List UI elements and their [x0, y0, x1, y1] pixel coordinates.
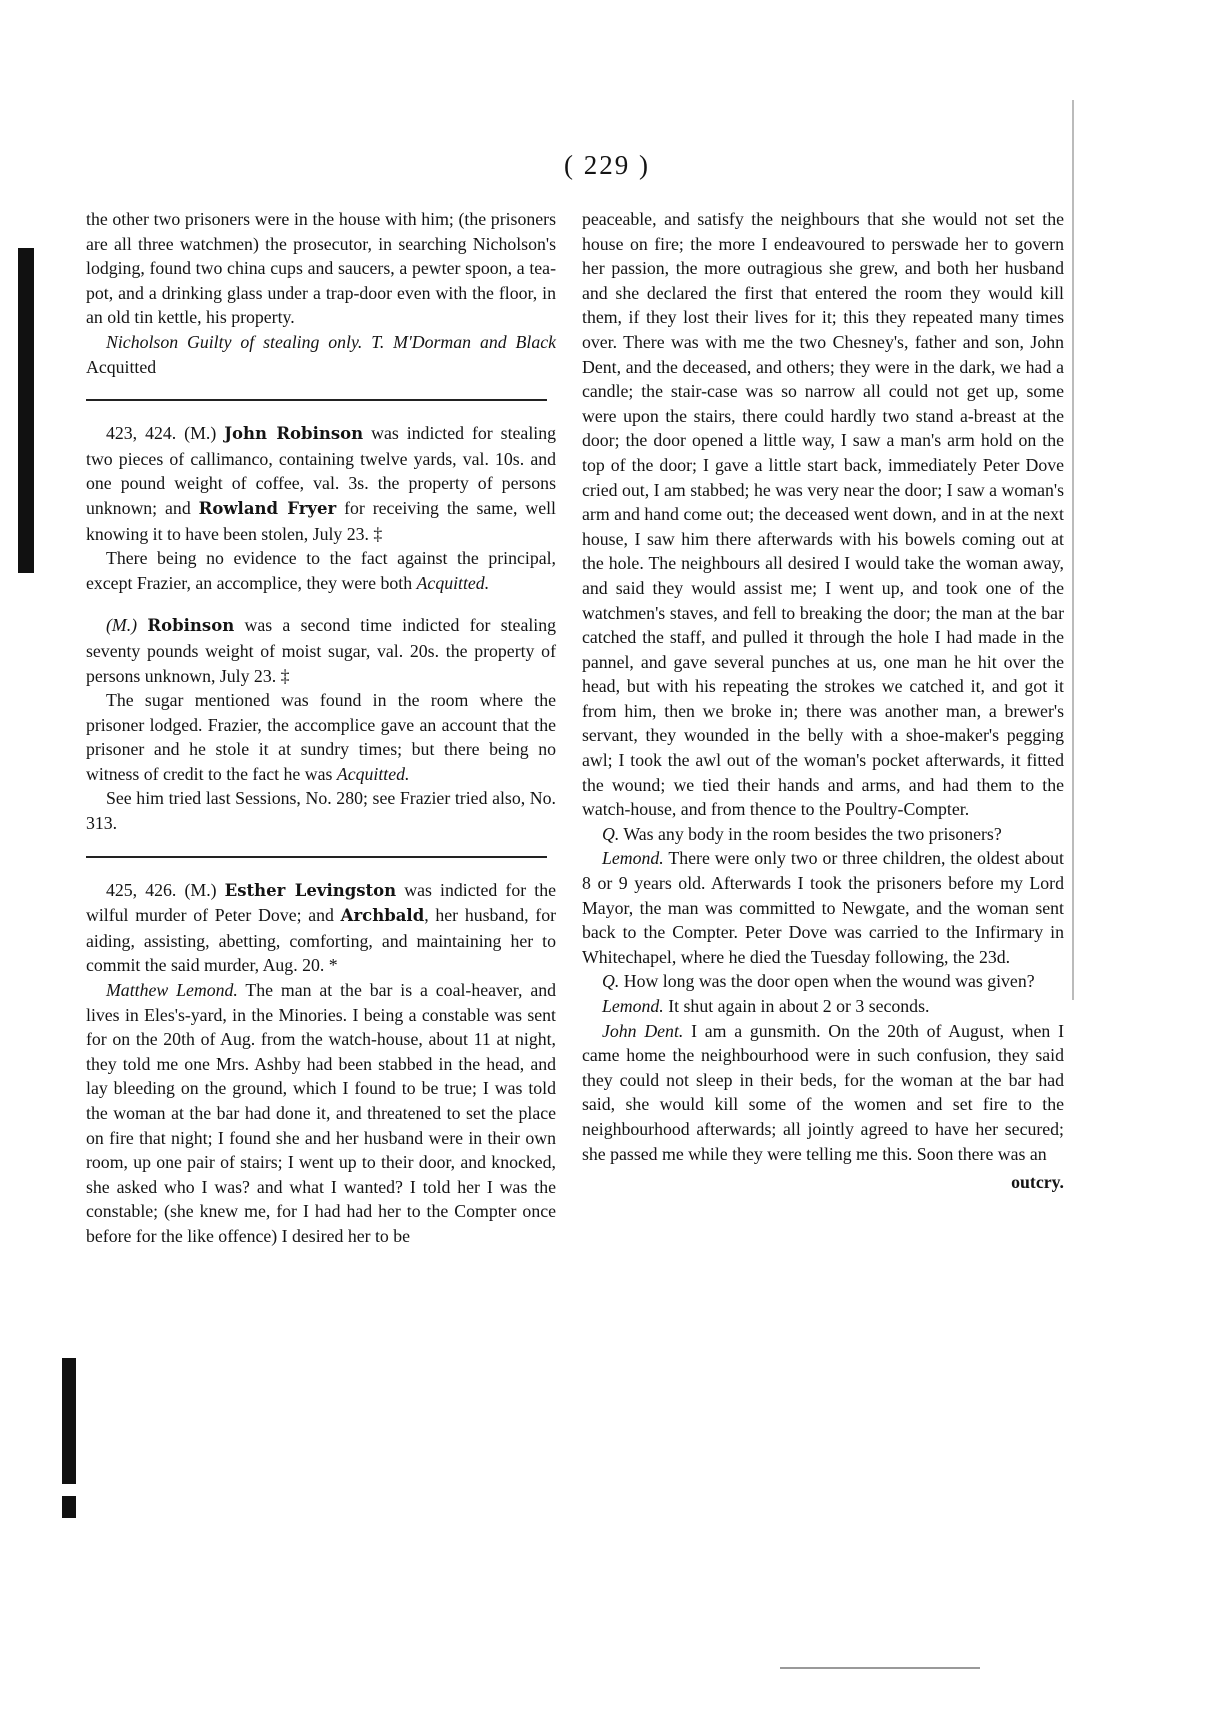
case-text: was indicted for stealing two pieces of callimanco, containing twelve yards, val. 10s. and one pound weight of coffee, val. 3s. the property of persons unknown; and [86, 423, 556, 518]
page-number: ( 229 ) [564, 150, 650, 180]
cross-reference: See him tried last Sessions, No. 280; see Frazier tried also, No. 313. [86, 788, 556, 834]
right-column [582, 207, 1064, 1195]
verdict-text: Acquitted. [336, 763, 410, 784]
question-label: Q. [602, 971, 620, 992]
case-number: 425, 426. (M.) [106, 879, 225, 900]
section-rule [86, 856, 547, 858]
spacer [86, 595, 556, 613]
case-body [86, 688, 556, 786]
scan-edge-mark [780, 1667, 980, 1669]
testimony [582, 1019, 1064, 1167]
testimony-text: I am a gunsmith. On the 20th of August, when I came home the neighbourhood were in such confusion, they said they could not sleep in their beds, for the woman at the bar had said, she would kill some of the women and set fire to the neighbourhood afterwards; all jointly agreed to have her secured; she passed me while they were telling me this. Soon there was an [582, 1020, 1064, 1164]
question-label: Q. [602, 823, 620, 844]
verdict-text: Nicholson Guilty of stealing only. T. M'Dorman and Black [106, 331, 556, 352]
case-number: (M.) [106, 615, 148, 636]
left-column [86, 207, 556, 1249]
margin-marker [62, 1358, 76, 1484]
continuation-paragraph: the other two prisoners were in the house with him; (the prisoners are all three watchmen) the prosecutor, in searching Nicholson's lodging, found two china cups and saucers, a pewter spoon, a tea-pot, and a drinking glass under a trap-door even with the floor, in an old tin kettle, his property. [86, 209, 556, 328]
testimony-text: The man at the bar is a coal-heaver, and lives in Eles's-yard, in the Minories. I being a constable was sent for on the 20th of Aug. from the watch-house, about 11 at night, they told me one Mrs. Ashby had been stabbed in the head, and lay bleeding on the ground, which I found to be true; I was told the woman at the bar had done it, and threatened to set the place on fire that night; I found she and her husband were in their own room, up one pair of stairs; I went up to their door, and knocked, she asked who I was? and what I wanted? I told her I was the constable; (she knew me, for I had had her to the Compter once before for the like offence) I desired her to be [86, 980, 556, 1246]
question-text: Was any body in the room besides the two prisoners? [619, 823, 1002, 844]
section-rule [86, 399, 547, 401]
case-text: for receiving the same, well knowing it to have been stolen, July 23. ‡ [86, 497, 556, 544]
question [582, 822, 1064, 847]
margin-marker [62, 1496, 76, 1518]
case-body [86, 546, 556, 595]
witness-name: Lemond. [602, 848, 664, 869]
answer [582, 846, 1064, 969]
witness-name: Matthew Lemond. [106, 980, 238, 1001]
case-text: There being no evidence to the fact against the principal, except Frazier, an accomplice, they were both [86, 548, 556, 593]
defendant-name: Rowland Fryer [198, 498, 337, 518]
question-text: How long was the door open when the wound was given? [619, 971, 1035, 992]
answer-text: There were only two or three children, the oldest about 8 or 9 years old. Afterwards I took the prisoners before my Lord Mayor, the man was committed to Newgate, and the woman sent back to the Compter. Peter Dove was carried to the Infirmary in Whitechapel, where he died the Tuesday following, the 23d. [582, 848, 1064, 967]
witness-name: Lemond. [602, 996, 664, 1016]
verdict-text: Acquitted. [416, 572, 490, 593]
testimony-continued: peaceable, and satisfy the neighbours that she would not set the house on fire; the more I endeavoured to perswade her to govern her passion, the more outragious she grew, and both her husband and she declared the first that entered the room they would kill them, if they lost their lives for it; this they repeated many times over. There was with me the two Chesney's, father and son, John Dent, and the deceased, and others; they were in the dark, we had a candle; the stair-case was so narrow all could not get up, some were upon the stairs, there could hardly two stand a-breast at the door; the door opened a little way, I saw a man's arm hold on the top of the door; I gave a little start back, immediately Peter Dove cried out, I am stabbed; he was very near the door; I saw a woman's arm and hand come out; the deceased went down, and in at the next house, I saw him there afterwards with his bowels coming out at the hole. The neighbours all desired I would take the woman away, and said they would assist me; I went up, and took one of the watchmen's staves, and fell to breaking the door; the man at the bar catched the staff, and pulled it through the hole I had made in the pannel, and gave several punches at us, one man he hit over the head, but with his repeating the strokes we catched it, and got it from him, then we broke in; there was another man, a brewer's servant, they wounded in the belly with a shoe-maker's pegging awl; I took the awl out of the woman's pocket afterwards, it fitted the wound; we tied their hands and arms, and had them to the watch-house, and from thence to the Poultry-Compter. [582, 209, 1064, 820]
catchword: outcry. [1011, 1172, 1064, 1193]
case-entry [86, 878, 556, 978]
case-entry [86, 421, 556, 546]
case-text: The sugar mentioned was found in the room where the prisoner lodged. Frazier, the accomplice gave an account that the prisoner and he stole it at sundry times; but there being no witness of credit to the fact he was [86, 690, 556, 784]
answer-text: It shut again in about 2 or 3 seconds. [663, 996, 930, 1016]
scan-edge-mark [1072, 100, 1074, 1000]
defendant-name: Esther Levingston [224, 880, 397, 900]
question [582, 969, 1064, 994]
testimony [86, 978, 556, 1249]
verdict-outcome: Acquitted [86, 356, 157, 377]
answer [582, 994, 1064, 1019]
defendant-name: Robinson [147, 616, 235, 636]
defendant-name: John Robinson [224, 424, 364, 444]
case-number: 423, 424. (M.) [106, 423, 225, 444]
witness-name: John Dent. [602, 1020, 684, 1041]
case-text: was indicted for the wilful murder of Peter Dove; and [86, 879, 557, 926]
verdict-paragraph [86, 330, 556, 379]
defendant-name: Archbald [340, 906, 425, 926]
case-text: was a second time indicted for stealing seventy pounds weight of moist sugar, val. 20s. the property of persons unknown, July 23. ‡ [86, 615, 556, 686]
margin-marker [18, 248, 34, 573]
case-entry [86, 613, 556, 688]
case-text: , her husband, for aiding, assisting, abetting, comforting, and maintaining her to commit the said murder, Aug. 20. * [86, 905, 557, 976]
